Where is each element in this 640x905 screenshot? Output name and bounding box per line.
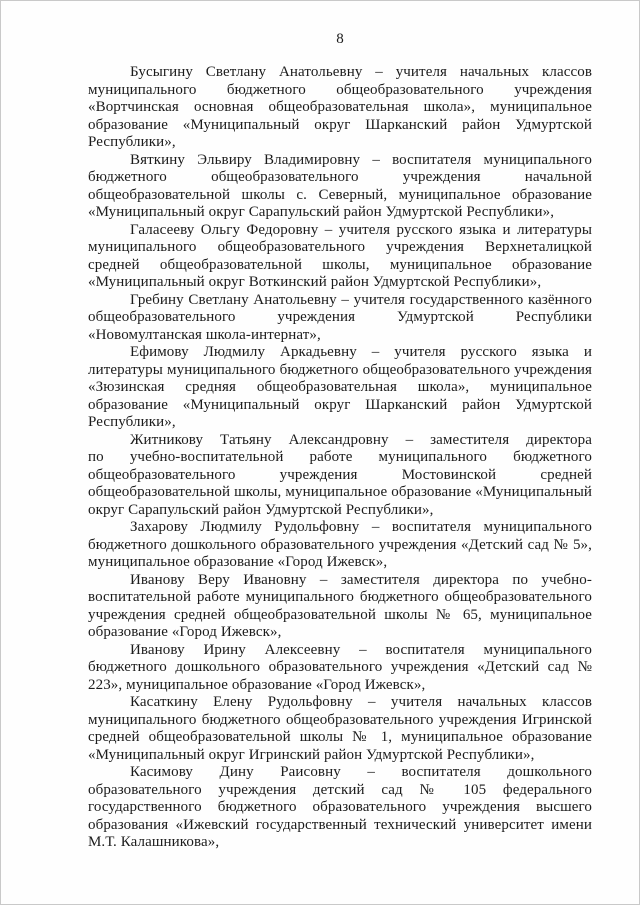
- paragraph: Иванову Веру Ивановну – заместителя директора по учебно-воспитательной работе муниципального бюджетного общеобразовательного учреждения средней общеобразовательной школы № 65, муниципальное образование «Город Ижевск»,: [88, 571, 592, 640]
- page-number: 8: [336, 31, 344, 47]
- paragraph: Иванову Ирину Алексеевну – воспитателя муниципального бюджетного дошкольного образовательного учреждения «Детский сад № 223», муниципальное образование «Город Ижевск»,: [88, 641, 592, 693]
- paragraph: Ефимову Людмилу Аркадьевну – учителя русского языка и литературы муниципального бюджетного общеобразовательного учреждения «Зюзинская средняя общеобразовательная школа», муниципальное образование «Муниципальный округ Шарканский район Удмуртской Республики»,: [88, 344, 592, 430]
- paragraph: Захарову Людмилу Рудольфовну – воспитателя муниципального бюджетного дошкольного образовательного учреждения «Детский сад № 5», муниципальное образование «Город Ижевск»,: [88, 519, 592, 570]
- paragraph: Касимову Дину Раисовну – воспитателя дошкольного образовательного учреждения детский сад № 105 федерального государственного бюджетного образовательного учреждения высшего образования «Ижевский государственный технический университет имени М.Т. Калашникова»,: [88, 764, 592, 850]
- paragraph: Галасееву Ольгу Федоровну – учителя русского языка и литературы муниципального общеобразовательного учреждения Верхнеталицкой средней общеобразовательной школы, муниципальное образование «Муниципальный округ Воткинский район Удмуртской Республики»,: [88, 221, 592, 290]
- paragraph: Гребину Светлану Анатольевну – учителя государственного казённого общеобразовательного учреждения Удмуртской Республики «Новомултанская школа-интернат»,: [88, 291, 592, 343]
- paragraph: Житникову Татьяну Александровну – заместителя директора по учебно-воспитательной работе муниципального бюджетного общеобразовательного учреждения Мостовинской средней общеобразовательной школы, муниципальное образование «Муниципальный округ Сарапульский район Удмуртской Республики»,: [88, 431, 592, 518]
- paragraph: Вяткину Эльвиру Владимировну – воспитателя муниципального бюджетного общеобразовательного учреждения начальной общеобразовательной школы с. Северный, муниципальное образование «Муниципальный округ Сарапульский район Удмуртской Республики»,: [88, 151, 592, 220]
- paragraph: Бусыгину Светлану Анатольевну – учителя начальных классов муниципального бюджетного общеобразовательного учреждения «Вортчинская основная общеобразовательная школа», муниципальное образование «Муниципальный округ Шарканский район Удмуртской Республики»,: [88, 64, 592, 150]
- paragraph: Касаткину Елену Рудольфовну – учителя начальных классов муниципального бюджетного общеобразовательного учреждения Игринской средней общеобразовательной школы № 1, муниципальное образование «Муниципальный округ Игринский район Удмуртской Республики»,: [88, 694, 592, 763]
- document-body: [88, 64, 592, 852]
